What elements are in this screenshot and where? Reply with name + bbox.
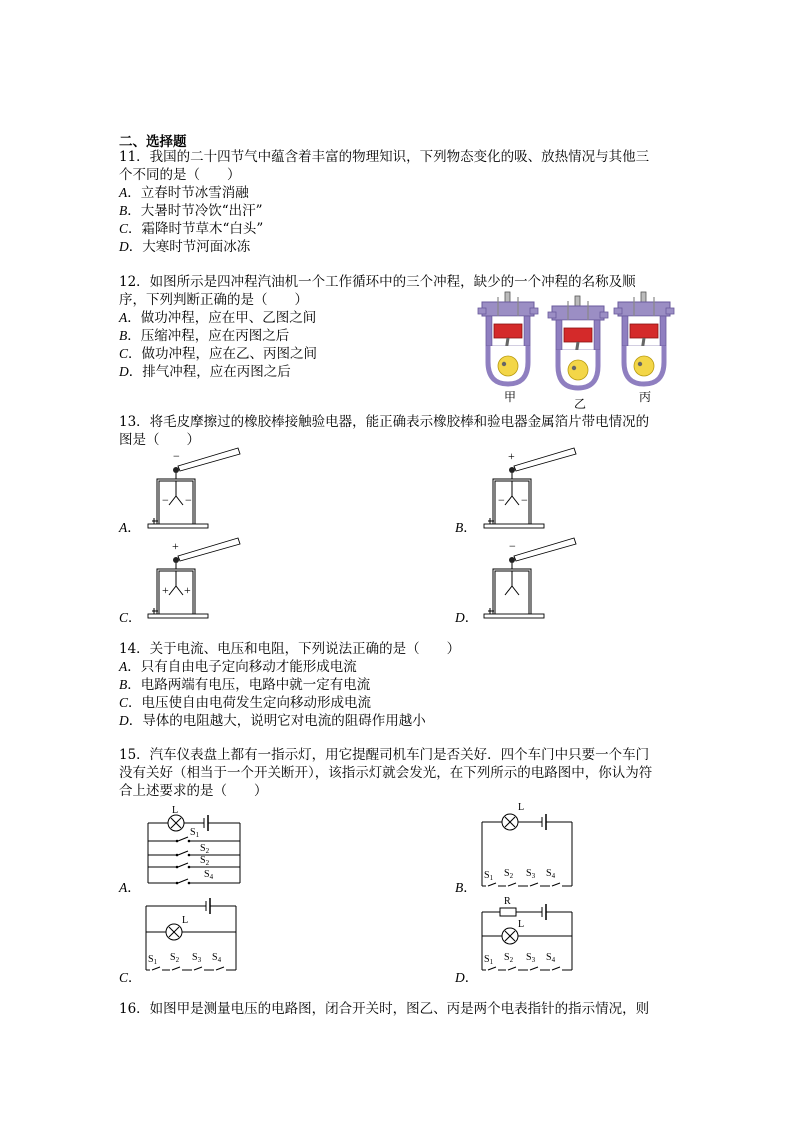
option-dot: ． xyxy=(128,970,142,986)
knob-charge: − xyxy=(173,449,180,463)
option-key: C xyxy=(119,695,129,710)
electroscope-d xyxy=(484,534,580,620)
option-key: D xyxy=(455,970,465,985)
option-dot: ． xyxy=(127,880,141,896)
lamp-label: L xyxy=(518,802,525,813)
option-key: C xyxy=(119,970,129,985)
q15-stem-line-1: 15．汽车仪表盘上都有一指示灯，用它提醒司机车门是否关好．四个车门中只要一个车门 xyxy=(119,747,650,763)
switch-label-4: $S_4$ xyxy=(546,868,556,880)
option-dot: ． xyxy=(463,880,477,896)
option-key: B xyxy=(119,677,128,692)
switch-label-1: $S_1$ xyxy=(484,954,494,966)
resistor-label: R xyxy=(504,896,511,907)
option-key: A xyxy=(119,520,128,535)
option-key: B xyxy=(119,328,128,343)
switch-label-3: $S_2$ xyxy=(200,855,210,867)
switch-label-4: $S_4$ xyxy=(212,952,222,964)
option-key: B xyxy=(455,520,464,535)
option-text: ．电路两端有电压，电路中就一定有电流 xyxy=(127,677,371,693)
switch-label-2: $S_2$ xyxy=(200,843,210,855)
q11-option-b xyxy=(119,202,263,220)
lamp-label: L xyxy=(182,915,189,926)
option-key: B xyxy=(119,203,128,218)
q13-label-c xyxy=(119,606,142,626)
option-text: ．压缩冲程，应在丙图之后 xyxy=(127,328,290,344)
option-text: ．大寒时节河面冰冻 xyxy=(128,239,251,255)
option-key: D xyxy=(119,239,129,254)
leaf-charge-right: − xyxy=(521,493,528,507)
q15-label-a xyxy=(119,876,141,896)
circuit-c xyxy=(144,896,244,976)
option-key: D xyxy=(119,364,129,379)
q12-option-a xyxy=(119,309,316,327)
q14-option-c xyxy=(119,694,371,712)
electroscope-c xyxy=(148,534,244,620)
q13-label-d xyxy=(455,606,478,626)
electroscope-a xyxy=(148,444,244,530)
switch-label-3: $S_3$ xyxy=(526,868,536,880)
knob-charge: + xyxy=(172,539,179,553)
option-key: D xyxy=(455,610,465,625)
q13-label-a xyxy=(119,516,141,536)
electroscope-b xyxy=(484,444,580,530)
q13-label-b xyxy=(455,516,477,536)
q12-stem-line-1: 12．如图所示是四冲程汽油机一个工作循环中的三个冲程，缺少的一个冲程的名称及顺 xyxy=(119,274,636,290)
q15-label-c xyxy=(119,966,142,986)
knob-charge: − xyxy=(509,539,516,553)
option-text: ．排气冲程，应在丙图之后 xyxy=(128,364,291,380)
q12-stem-line-2: 序，下列判断正确的是（ ） xyxy=(119,292,308,308)
q12-option-d xyxy=(119,363,291,381)
option-dot: ． xyxy=(463,520,477,536)
q14-option-a xyxy=(119,658,357,676)
switch-label-3: $S_3$ xyxy=(526,952,536,964)
q15-label-b xyxy=(455,876,477,896)
q13-stem-line-1: 13．将毛皮摩擦过的橡胶棒接触验电器，能正确表示橡胶棒和验电器金属箔片带电情况的 xyxy=(119,414,650,430)
switch-label-4: $S_4$ xyxy=(204,869,214,881)
option-text: ．霜降时节草木“白头” xyxy=(128,221,264,237)
circuit-d xyxy=(480,892,580,978)
q11-option-a xyxy=(119,184,249,202)
option-dot: ． xyxy=(464,610,479,626)
leaf-charge-left: − xyxy=(498,493,505,507)
q15-label-d xyxy=(455,966,478,986)
option-text: ．电压使自由电荷发生定向移动形成电流 xyxy=(128,695,372,711)
q14-stem: 14．关于电流、电压和电阻，下列说法正确的是（ ） xyxy=(119,641,461,657)
switch-label-1: $S_1$ xyxy=(190,827,200,839)
q14-option-d xyxy=(119,712,426,730)
section-title: 二、选择题 xyxy=(119,134,187,150)
option-text: ．立春时节冰雪消融 xyxy=(127,185,249,201)
q12-option-b xyxy=(119,327,289,345)
leaf-charge-right: − xyxy=(185,493,192,507)
lamp-label: L xyxy=(172,805,179,816)
switch-label-3: $S_3$ xyxy=(192,952,202,964)
option-key: A xyxy=(119,659,128,674)
q11-stem-line-2: 个不同的是（ ） xyxy=(119,167,241,183)
switch-label-1: $S_1$ xyxy=(484,870,494,882)
option-dot: ． xyxy=(464,970,479,986)
option-key: A xyxy=(119,185,128,200)
leaf-charge-left: − xyxy=(162,493,169,507)
option-key: A xyxy=(119,880,128,895)
knob-charge: + xyxy=(508,449,515,463)
switch-label-2: $S_2$ xyxy=(504,868,514,880)
option-key: C xyxy=(119,221,129,236)
engine-yi xyxy=(548,296,608,388)
q11-option-d xyxy=(119,238,250,256)
option-key: D xyxy=(119,713,129,728)
engine-label-bing: 丙 xyxy=(639,390,652,404)
switch-label-2: $S_2$ xyxy=(170,952,180,964)
option-key: C xyxy=(119,610,129,625)
leaf-charge-right: + xyxy=(184,583,191,597)
engine-label-yi: 乙 xyxy=(574,397,587,411)
lamp-label: L xyxy=(518,919,525,930)
q14-option-b xyxy=(119,676,370,694)
option-text: ．做功冲程，应在乙、丙图之间 xyxy=(128,346,318,362)
switch-label-1: $S_1$ xyxy=(148,954,158,966)
option-dot: ． xyxy=(128,610,142,626)
switch-label-4: $S_4$ xyxy=(546,952,556,964)
q13-stem-line-2: 图是（ ） xyxy=(119,432,200,448)
option-text: ．只有自由电子定向移动才能形成电流 xyxy=(127,659,357,675)
leaf-charge-left: + xyxy=(162,583,169,597)
circuit-a xyxy=(146,805,246,885)
engine-strokes-figure xyxy=(476,292,676,410)
option-dot: ． xyxy=(127,520,141,536)
q11-option-c xyxy=(119,220,263,238)
q15-stem-line-3: 合上述要求的是（ ） xyxy=(119,783,268,799)
option-key: C xyxy=(119,346,129,361)
option-key: B xyxy=(455,880,464,895)
q12-option-c xyxy=(119,345,317,363)
option-text: ．做功冲程，应在甲、乙图之间 xyxy=(127,310,317,326)
q16-stem-line-1: 16．如图甲是测量电压的电路图，闭合开关时，图乙、丙是两个电表指针的指示情况，则 xyxy=(119,1001,650,1017)
engine-label-jia: 甲 xyxy=(504,390,517,404)
option-key: A xyxy=(119,310,128,325)
option-text: ．大暑时节冷饮“出汗” xyxy=(127,203,263,219)
switch-label-2: $S_2$ xyxy=(504,952,514,964)
q11-stem-line-1: 11．我国的二十四节气中蕴含着丰富的物理知识，下列物态变化的吸、放热情况与其他三 xyxy=(119,149,650,165)
engine-jia xyxy=(478,292,538,384)
engine-bing xyxy=(614,292,674,384)
q15-stem-line-2: 没有关好（相当于一个开关断开），该指示灯就会发光，在下列所示的电路图中，你认为符 xyxy=(119,765,653,781)
circuit-b xyxy=(480,800,580,890)
option-text: ．导体的电阻越大，说明它对电流的阻碍作用越小 xyxy=(128,713,426,729)
